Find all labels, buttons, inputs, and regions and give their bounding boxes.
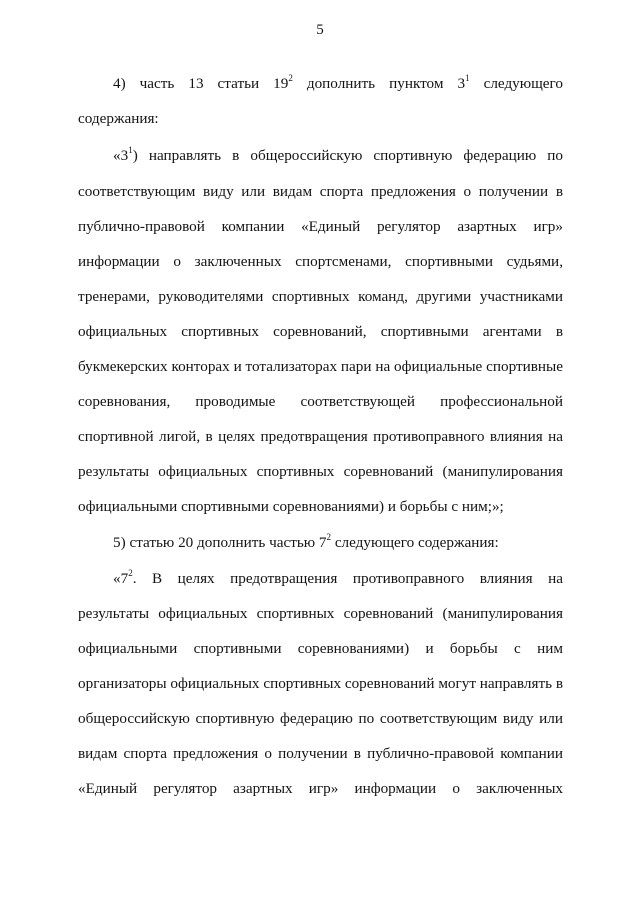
text-line-6: информации о заключенных спортсменами, спортивными судьями,	[78, 253, 563, 270]
page-number: 5	[316, 22, 324, 38]
text-line-20: видам спорта предложения о получении в публично-правовой компании	[78, 745, 563, 762]
text-line-7: тренерами, руководителями спортивных команд, другими участниками	[78, 288, 563, 305]
text-line-15: «$7^2$. В целях предотвращения противоправного влияния на	[113, 567, 563, 587]
text-line-3: «$3^1$) направлять в общероссийскую спортивную федерацию по	[113, 144, 563, 164]
text-line-1: 4) часть 13 статьи $19^2$ дополнить пунктом $3^1$ следующего	[113, 72, 563, 92]
text-line-13: официальными спортивными соревнованиями) и борьбы с ним;»;	[78, 498, 504, 515]
text-line-8: официальных спортивных соревнований, спортивными агентами в	[78, 323, 563, 340]
text-line-9: букмекерских конторах и тотализаторах пари на официальные спортивные	[78, 358, 563, 375]
text-line-18: организаторы официальных спортивных соревнований могут направлять в	[78, 675, 563, 692]
text-line-2: содержания:	[78, 110, 159, 127]
text-line-14: 5) статью 20 дополнить частью $7^2$ следующего содержания:	[113, 531, 499, 551]
text-line-5: публично-правовой компании «Единый регулятор азартных игр»	[78, 218, 563, 235]
text-line-12: результаты официальных спортивных соревнований (манипулирования	[78, 463, 563, 480]
text-line-21: «Единый регулятор азартных игр» информации о заключенных	[78, 780, 563, 797]
text-line-17: официальными спортивными соревнованиями) и борьбы с ним	[78, 640, 563, 657]
text-line-19: общероссийскую спортивную федерацию по соответствующим виду или	[78, 710, 563, 727]
text-line-11: спортивной лигой, в целях предотвращения противоправного влияния на	[78, 428, 563, 445]
text-line-4: соответствующим виду или видам спорта предложения о получении в	[78, 183, 563, 200]
text-line-10: соревнования, проводимые соответствующей профессиональной	[78, 393, 563, 410]
text-line-16: результаты официальных спортивных соревнований (манипулирования	[78, 605, 563, 622]
